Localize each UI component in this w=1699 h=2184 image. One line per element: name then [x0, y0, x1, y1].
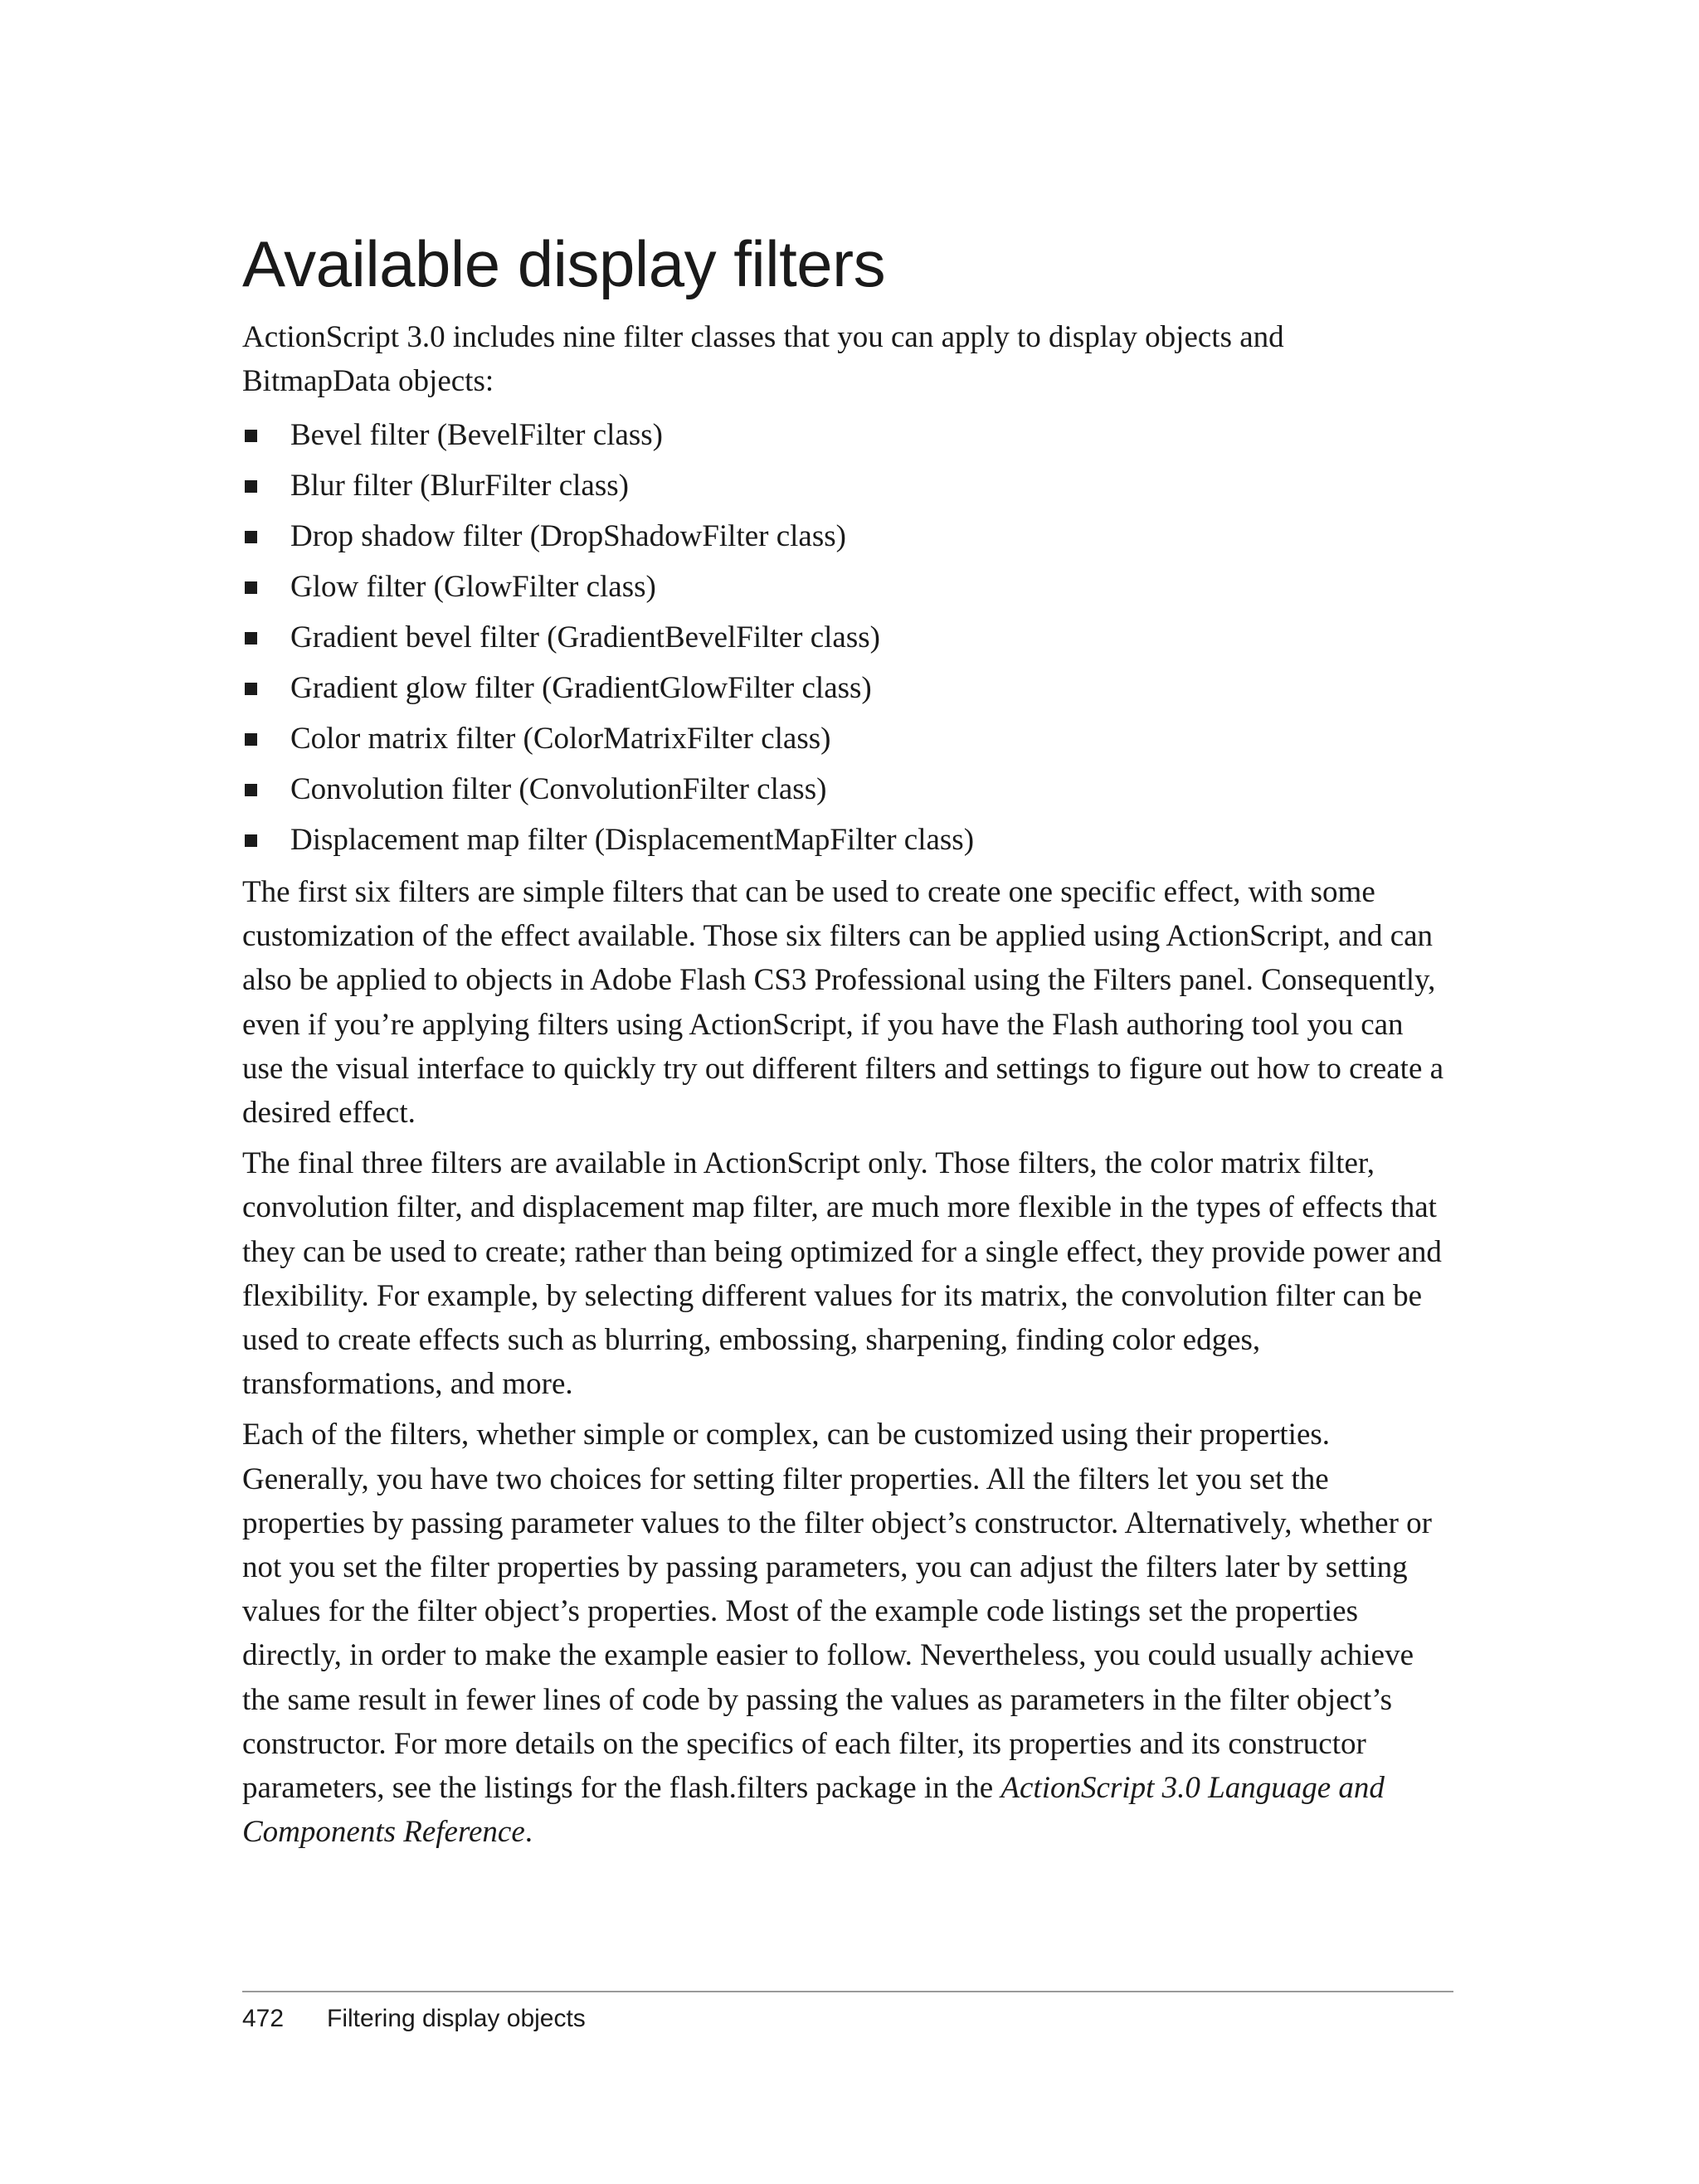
page-footer	[242, 2002, 586, 2036]
bullet-square-icon	[245, 683, 257, 695]
page-number: 472	[242, 2005, 285, 2032]
list-item	[242, 663, 1453, 713]
reference-title: ActionScript 3.0 Language and Components Reference	[242, 1771, 1385, 1850]
list-item	[242, 713, 1453, 764]
list-item-text: Drop shadow filter (DropShadowFilter class)	[290, 519, 846, 553]
bullet-square-icon	[245, 834, 257, 847]
list-item	[242, 410, 1453, 460]
page-body	[242, 315, 1453, 1861]
list-item-text: Gradient glow filter (GradientGlowFilter class)	[290, 671, 872, 705]
simple-filters-paragraph: The first six filters are simple filters that can be used to create one specific effect, with some customization of the effect available. Those six filters can be applied using ActionScript, and can also be applied to objects in Adobe Flash CS3 Professional using the Filters panel. Consequently, even if you’re applying filters using ActionScript, if you have the Flash authoring tool you can use the visual interface to quickly try out different filters and settings to figure out how to create a desired effect.	[242, 875, 1444, 1131]
bullet-square-icon	[245, 784, 257, 796]
list-item-text: Convolution filter (ConvolutionFilter class)	[290, 772, 827, 806]
list-item-text: Color matrix filter (ColorMatrixFilter class)	[290, 722, 831, 756]
list-item	[242, 764, 1453, 815]
list-item	[242, 562, 1453, 612]
complex-filters-paragraph: The final three filters are available in ActionScript only. Those filters, the color matrix filter, convolution filter, and displacement map filter, are much more flexible in the types of effects that they can be used to create; rather than being optimized for a single effect, they provide power and flexibility. For example, by selecting different values for its matrix, the convolution filter can be used to create effects such as blurring, embossing, sharpening, finding color edges, transformations, and more.	[242, 1146, 1442, 1402]
list-item	[242, 460, 1453, 511]
list-item-text: Gradient bevel filter (GradientBevelFilter class)	[290, 620, 880, 654]
list-item-text: Displacement map filter (DisplacementMapFilter class)	[290, 823, 975, 857]
properties-paragraph-text: Each of the filters, whether simple or complex, can be customized using their properties. Generally, you have two choices for setting filter properties. All the filters let you set the properties by passing parameter values to the filter object’s constructor. Alternatively, whether or not you set the filter properties by passing parameters, you can adjust the filters later by setting values for the filter object’s properties. Most of the example code listings set the properties directly, in order to make the example easier to follow. Nevertheless, you could usually achieve the same result in fewer lines of code by passing the values as parameters in the filter object’s constructor. For more details on the specifics of each filter, its properties and its constructor parameters, see the listings for the flash.filters package in the	[242, 1418, 1432, 1806]
page-title: Available display filters	[242, 227, 886, 300]
bullet-square-icon	[245, 480, 257, 493]
bullet-square-icon	[245, 632, 257, 644]
filter-list	[242, 410, 1453, 865]
list-item	[242, 612, 1453, 663]
list-item-text: Blur filter (BlurFilter class)	[290, 469, 629, 503]
list-item	[242, 815, 1453, 865]
bullet-square-icon	[245, 531, 257, 543]
list-item	[242, 511, 1453, 562]
bullet-square-icon	[245, 430, 257, 442]
properties-paragraph	[242, 1413, 1453, 1854]
intro-paragraph: ActionScript 3.0 includes nine filter classes that you can apply to display objects and BitmapData objects:	[242, 320, 1284, 398]
list-item-text: Bevel filter (BevelFilter class)	[290, 418, 663, 452]
footer-divider	[242, 1991, 1453, 1992]
list-item-text: Glow filter (GlowFilter class)	[290, 570, 656, 604]
bullet-square-icon	[245, 581, 257, 594]
bullet-square-icon	[245, 733, 257, 746]
chapter-title: Filtering display objects	[327, 2005, 586, 2032]
document-page	[242, 0, 1453, 2184]
properties-paragraph-end: .	[524, 1815, 533, 1850]
